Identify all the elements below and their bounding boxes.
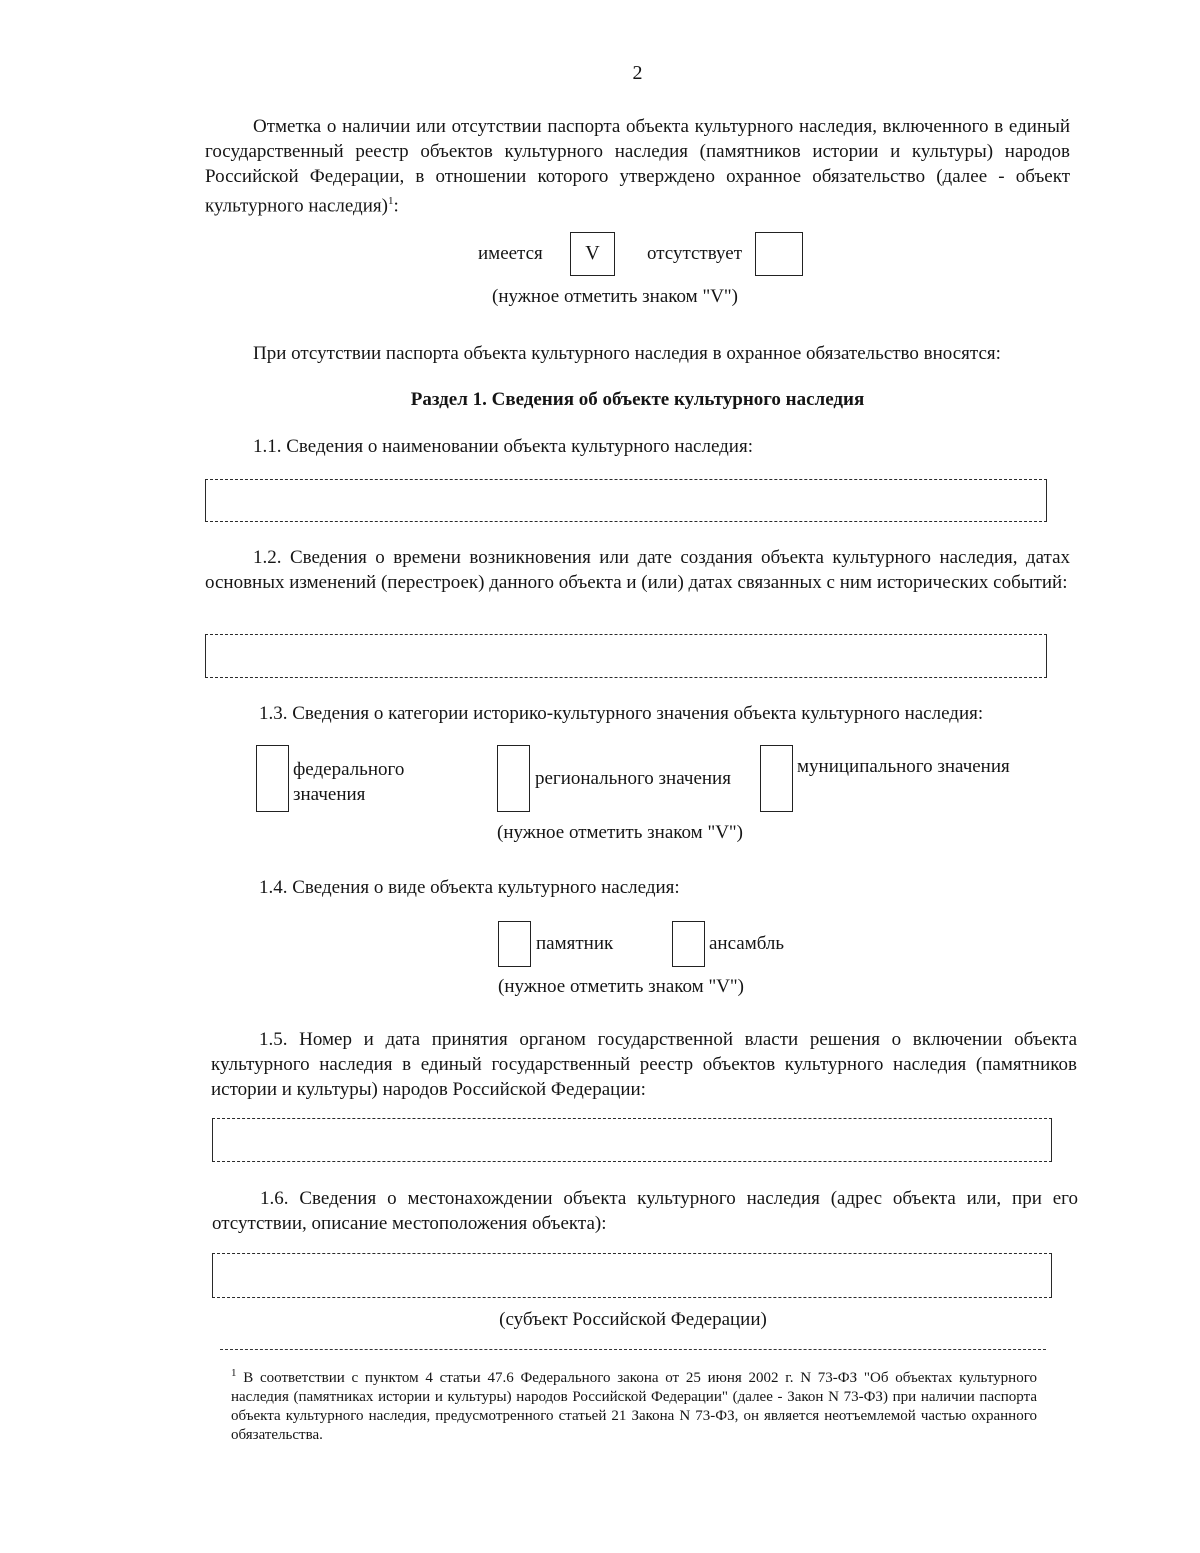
- section1-title: Раздел 1. Сведения об объекте культурного наследия: [410, 389, 865, 410]
- footnote-number: 1: [231, 1367, 237, 1379]
- item-1-4-label: 1.4. Сведения о виде объекта культурного наследия:: [259, 877, 680, 898]
- ensemble-checkbox[interactable]: [672, 921, 705, 967]
- has-passport-label: имеется: [478, 243, 543, 264]
- intro-text: Отметка о наличии или отсутствии паспорта объекта культурного наследия, включенного в единый государственный реестр объектов культурного наследия (памятников истории и культуры) народов Российской Федерации, в отношении которого утверждено охранное обязательство (далее - объект культурного наследия): [205, 116, 1070, 217]
- regional-checkbox[interactable]: [497, 745, 530, 812]
- item-1-6-caption: (субъект Российской Федерации): [499, 1309, 767, 1330]
- footnote: [231, 1364, 1037, 1445]
- monument-checkbox[interactable]: [498, 921, 531, 967]
- item-1-3-label: 1.3. Сведения о категории историко-культурного значения объекта культурного наследия:: [259, 703, 984, 724]
- page-number: 2: [632, 62, 643, 84]
- has-passport-checkbox[interactable]: V: [570, 232, 615, 276]
- item-1-5-field[interactable]: [212, 1118, 1052, 1162]
- absent-passport-checkbox[interactable]: [755, 232, 803, 276]
- intro-colon: :: [393, 195, 399, 217]
- item-1-1-label: 1.1. Сведения о наименовании объекта культурного наследия:: [253, 436, 753, 457]
- item-1-1-field[interactable]: [205, 479, 1047, 522]
- absence-note: При отсутствии паспорта объекта культурного наследия в охранное обязательство вносятся:: [253, 343, 1001, 364]
- municipal-label: муниципального значения: [797, 756, 1010, 777]
- municipal-checkbox[interactable]: [760, 745, 793, 812]
- footnote-ref: 1: [387, 195, 394, 207]
- intro-paragraph: [205, 114, 1070, 218]
- item-1-6-label: 1.6. Сведения о местонахождении объекта культурного наследия (адрес объекта или, при его отсутствии, описание местоположения объекта):: [212, 1188, 1078, 1234]
- regional-label: регионального значения: [535, 768, 731, 789]
- item-1-4-hint: (нужное отметить знаком "V"): [498, 976, 744, 997]
- item-1-6-field[interactable]: [212, 1253, 1052, 1298]
- item-1-2-field[interactable]: [205, 634, 1047, 678]
- item-1-2-label: 1.2. Сведения о времени возникновения или дате создания объекта культурного наследия, датах основных изменений (перестроек) данного объекта и (или) датах связанных с ним исторических событий:: [205, 547, 1070, 593]
- mark-hint: (нужное отметить знаком "V"): [492, 286, 738, 307]
- ensemble-label: ансамбль: [709, 933, 785, 954]
- federal-label: федерального значения: [293, 759, 405, 805]
- monument-label: памятник: [536, 933, 614, 954]
- federal-checkbox[interactable]: [256, 745, 289, 812]
- footnote-text: В соответствии с пунктом 4 статьи 47.6 Федерального закона от 25 июня 2002 г. N 73-ФЗ "Об объектах культурного наследия (памятниках истории и культуры) народов Российской Федерации" (далее - Закон N 73-ФЗ) при наличии паспорта объекта культурного наследия, предусмотренного статьей 21 Закона N 73-ФЗ, он является неотъемлемой частью охранного обязательства.: [231, 1370, 1037, 1443]
- item-1-5-label: 1.5. Номер и дата принятия органом государственной власти решения о включении объекта культурного наследия в единый государственный реестр объектов культурного наследия (памятников истории и культуры) народов Российской Федерации:: [211, 1029, 1077, 1100]
- absent-passport-label: отсутствует: [647, 243, 743, 264]
- footnote-divider: [220, 1349, 1046, 1350]
- item-1-3-hint: (нужное отметить знаком "V"): [497, 822, 743, 843]
